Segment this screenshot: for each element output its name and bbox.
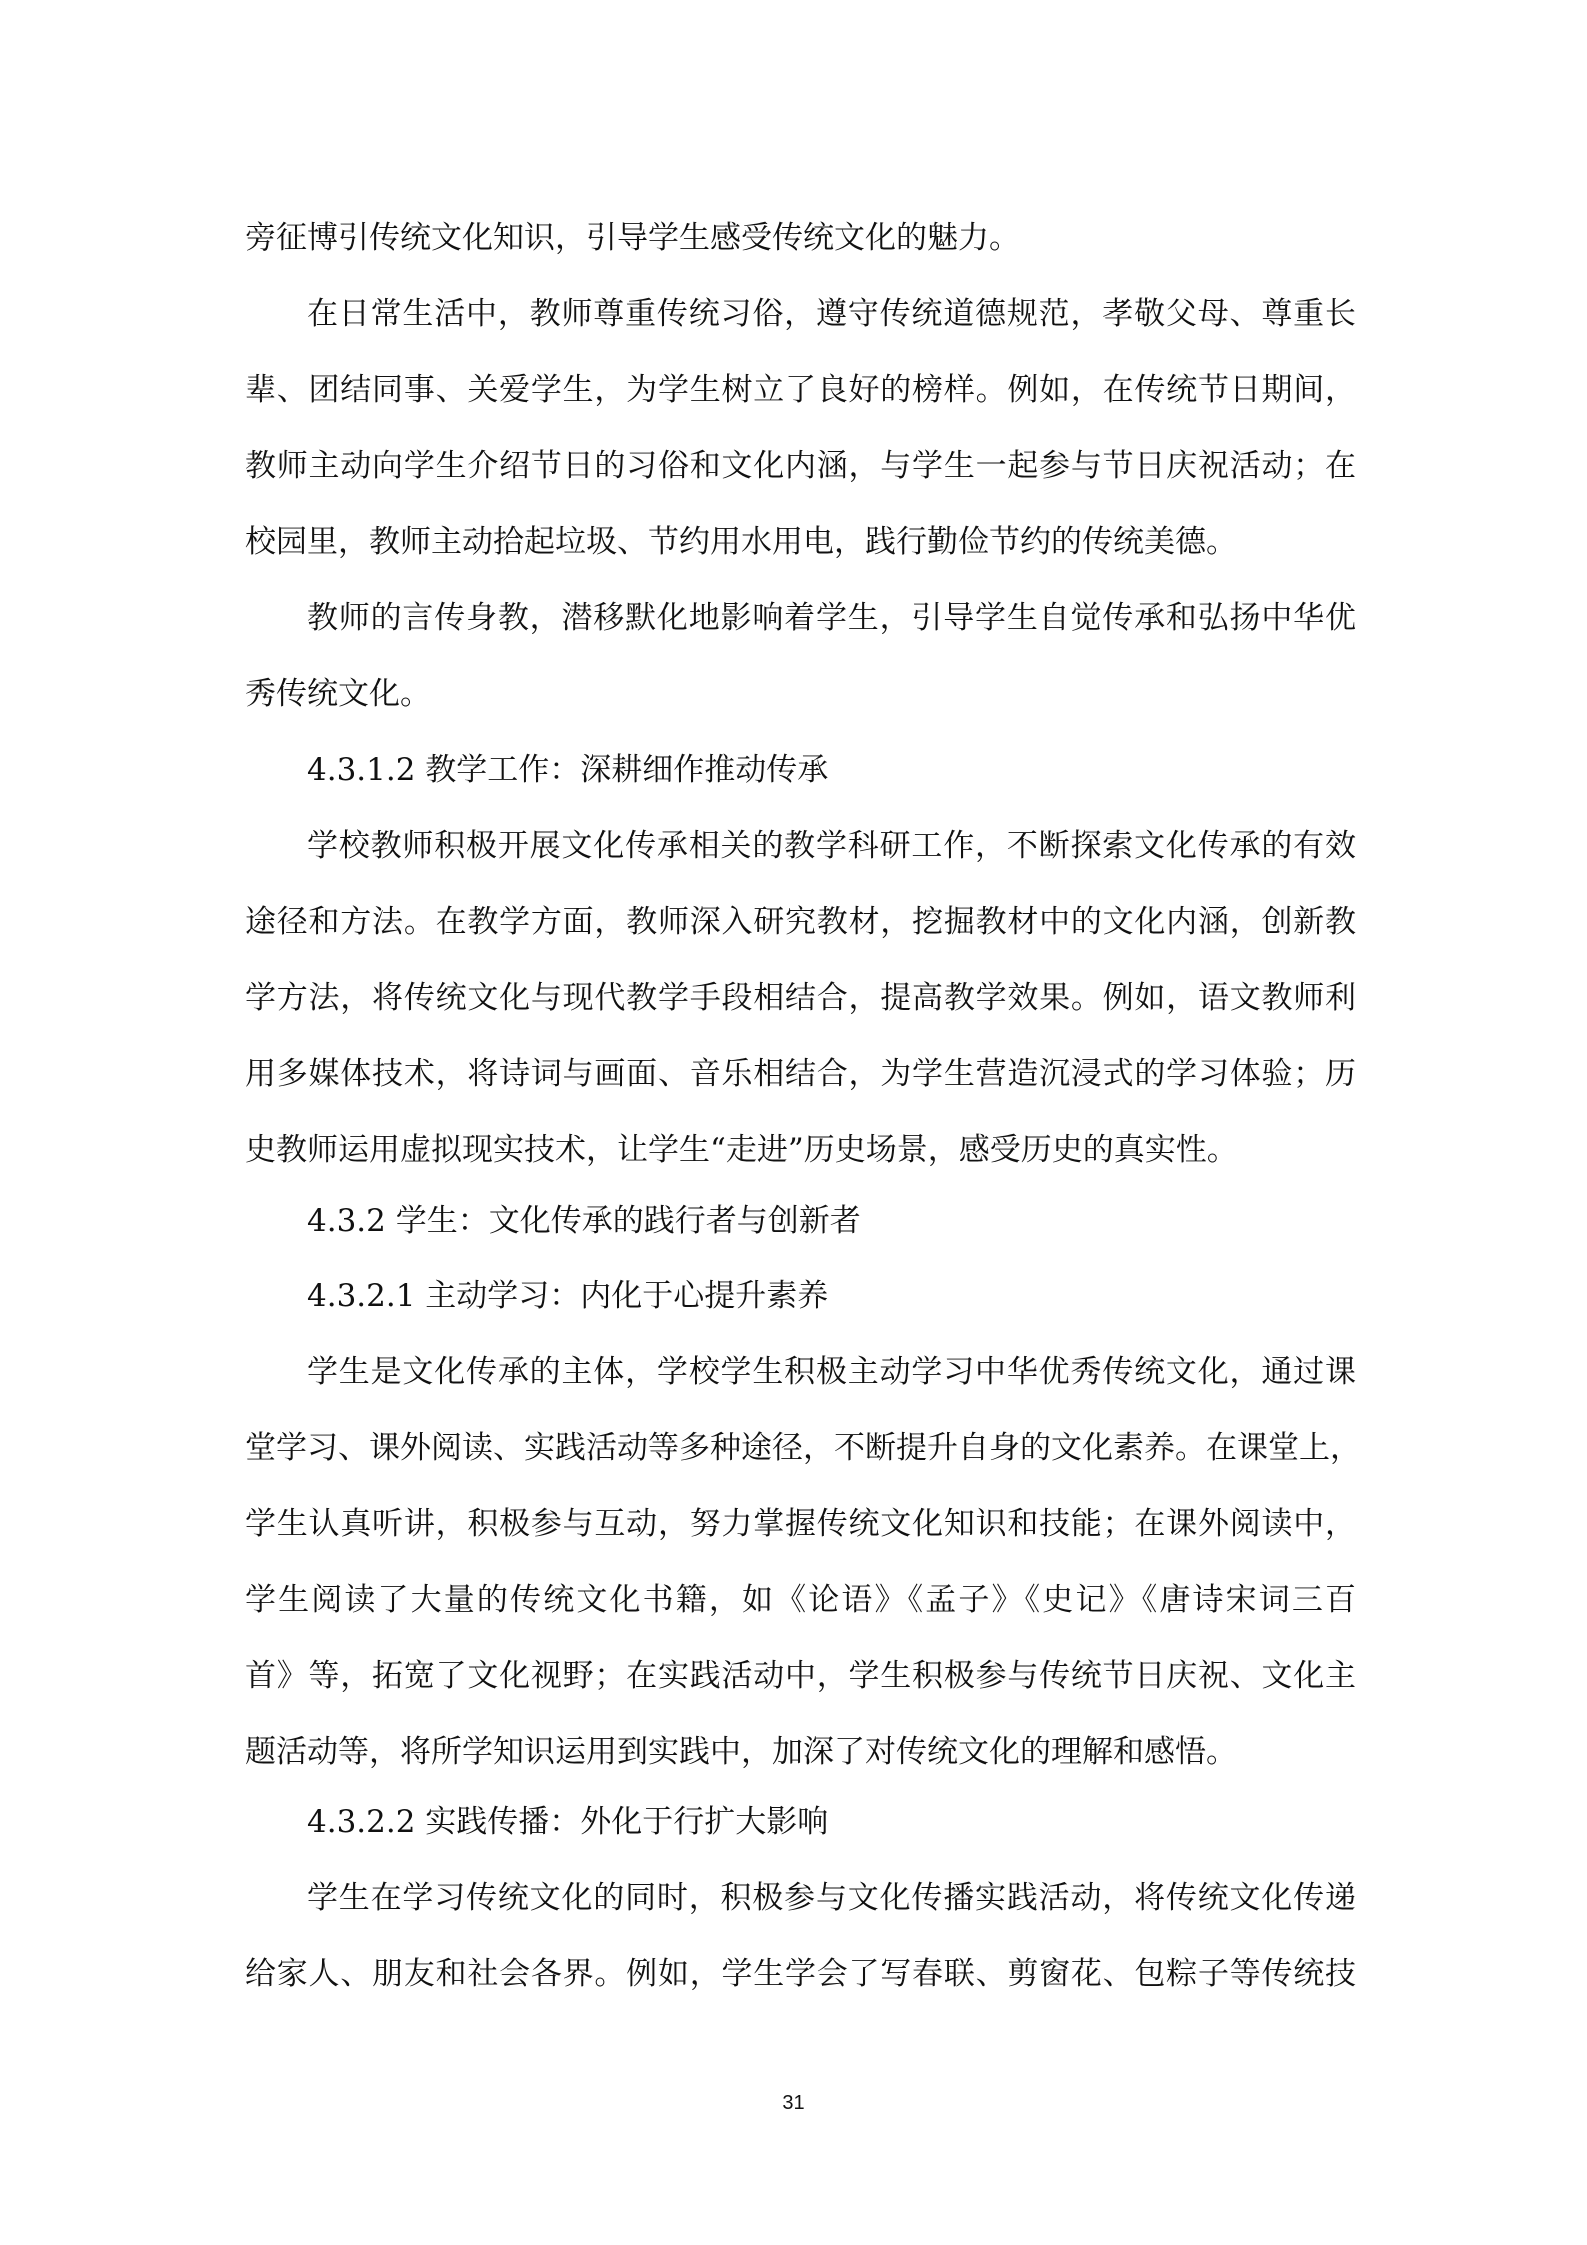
paragraph-line: 教师的言传身教，潜移默化地影响着学生，引导学生自觉传承和弘扬中华优 bbox=[307, 600, 1356, 636]
paragraph-line: 堂学习、课外阅读、实践活动等多种途径，不断提升自身的文化素养。在课堂上， bbox=[245, 1430, 1361, 1466]
section-heading: 4.3.2 学生：文化传承的践行者与创新者 bbox=[307, 1203, 861, 1239]
section-heading: 4.3.1.2 教学工作：深耕细作推动传承 bbox=[307, 752, 829, 788]
section-heading: 4.3.2.1 主动学习：内化于心提升素养 bbox=[307, 1278, 829, 1314]
paragraph-line: 史教师运用虚拟现实技术，让学生“走进”历史场景，感受历史的真实性。 bbox=[245, 1132, 1238, 1168]
paragraph-line: 学校教师积极开展文化传承相关的教学科研工作，不断探索文化传承的有效 bbox=[307, 828, 1356, 864]
paragraph-line: 途径和方法。在教学方面，教师深入研究教材，挖掘教材中的文化内涵，创新教 bbox=[245, 904, 1356, 940]
page-number: 31 bbox=[782, 2092, 805, 2114]
paragraph-line: 辈、团结同事、关爱学生，为学生树立了良好的榜样。例如，在传统节日期间， bbox=[245, 372, 1356, 408]
paragraph-line: 用多媒体技术，将诗词与画面、音乐相结合，为学生营造沉浸式的学习体验；历 bbox=[245, 1056, 1356, 1092]
paragraph-line: 学生在学习传统文化的同时，积极参与文化传播实践活动，将传统文化传递 bbox=[307, 1880, 1356, 1916]
paragraph-line: 学生阅读了大量的传统文化书籍，如《论语》《孟子》《史记》《唐诗宋词三百 bbox=[245, 1582, 1356, 1618]
paragraph-line: 旁征博引传统文化知识，引导学生感受传统文化的魅力。 bbox=[245, 220, 1020, 256]
paragraph-line: 学方法，将传统文化与现代教学手段相结合，提高教学效果。例如，语文教师利 bbox=[245, 980, 1356, 1016]
paragraph-line: 学生认真听讲，积极参与互动，努力掌握传统文化知识和技能；在课外阅读中， bbox=[245, 1506, 1356, 1542]
paragraph-line: 校园里，教师主动拾起垃圾、节约用水用电，践行勤俭节约的传统美德。 bbox=[245, 524, 1237, 560]
paragraph-line: 学生是文化传承的主体，学校学生积极主动学习中华优秀传统文化，通过课 bbox=[307, 1354, 1356, 1390]
paragraph-line: 秀传统文化。 bbox=[245, 676, 431, 712]
paragraph-line: 教师主动向学生介绍节日的习俗和文化内涵，与学生一起参与节日庆祝活动；在 bbox=[245, 448, 1356, 484]
paragraph-line: 题活动等，将所学知识运用到实践中，加深了对传统文化的理解和感悟。 bbox=[245, 1734, 1237, 1770]
paragraph-line: 给家人、朋友和社会各界。例如，学生学会了写春联、剪窗花、包粽子等传统技 bbox=[245, 1956, 1356, 1992]
paragraph-line: 首》等，拓宽了文化视野；在实践活动中，学生积极参与传统节日庆祝、文化主 bbox=[245, 1658, 1356, 1694]
section-heading: 4.3.2.2 实践传播：外化于行扩大影响 bbox=[307, 1804, 829, 1840]
paragraph-line: 在日常生活中，教师尊重传统习俗，遵守传统道德规范，孝敬父母、尊重长 bbox=[307, 296, 1356, 332]
